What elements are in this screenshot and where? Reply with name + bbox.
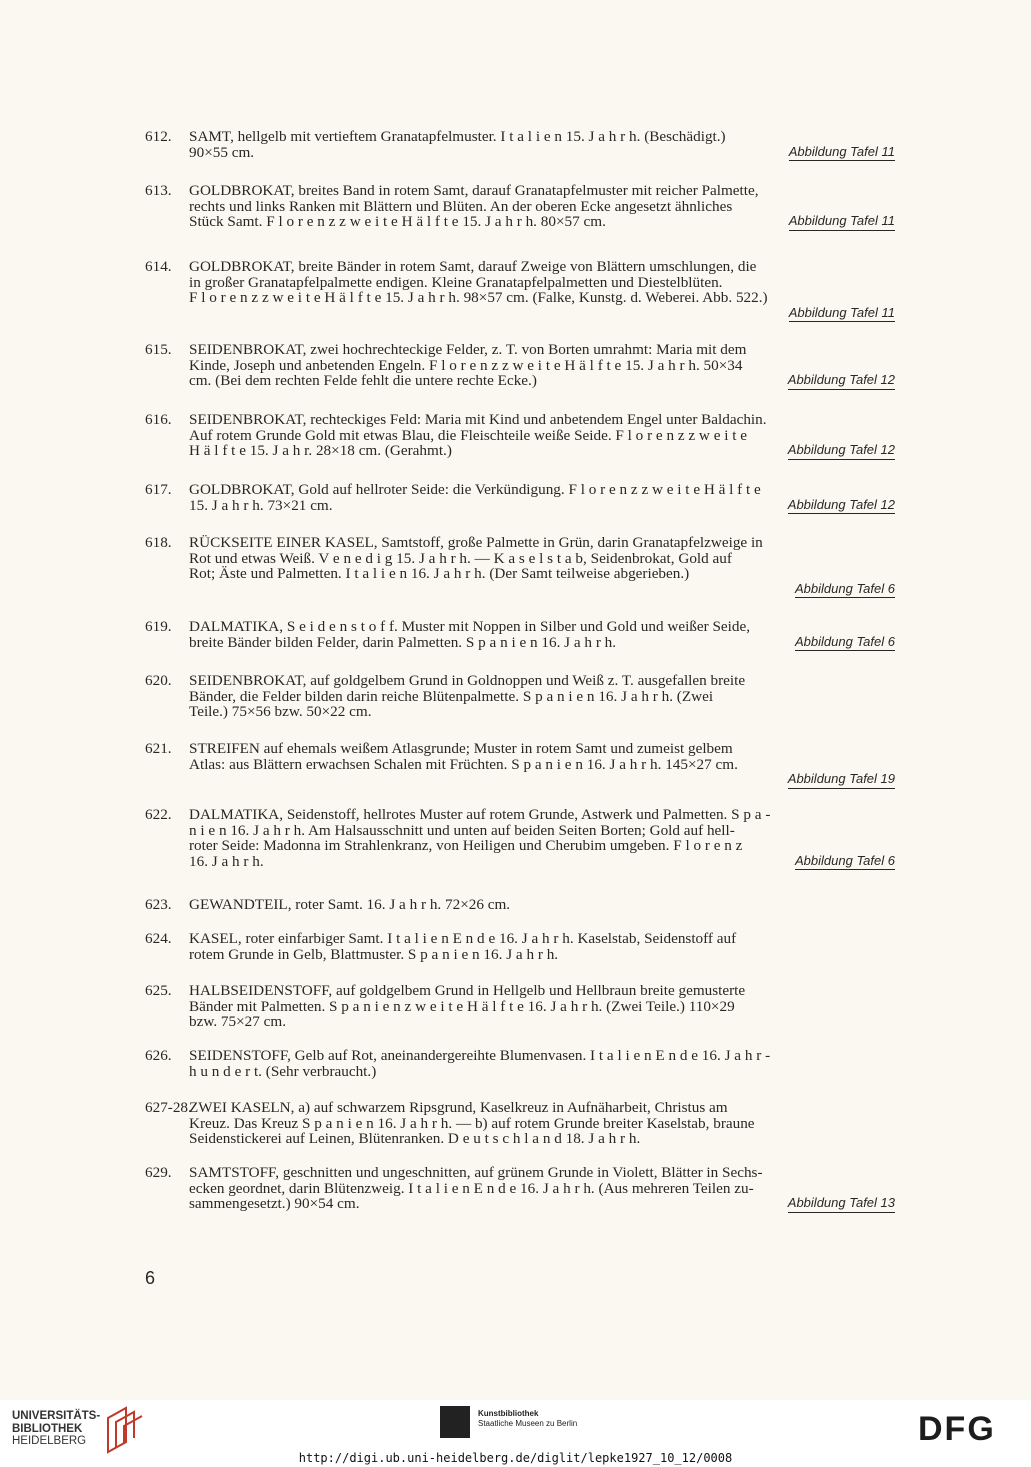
- entry-body: [189, 259, 895, 322]
- library-name: [12, 1410, 100, 1448]
- entry-line: F l o r e n z z w e i t e H ä l f t e 15. J a h r h. 98×57 cm. (Falke, Kunstg. d. Weberei. Abb. 522.): [189, 290, 768, 306]
- library-line: HEIDELBERG: [12, 1435, 87, 1447]
- entry-number: 613.: [145, 182, 172, 199]
- entry-line: rotem Grunde in Gelb, Blattmuster. S p a n i e n 16. J a h r h.: [189, 946, 559, 963]
- entry-number: 623.: [145, 896, 172, 913]
- catalog-entry: [145, 807, 895, 870]
- catalog-entry: [145, 1165, 895, 1213]
- catalog-entry: [145, 619, 895, 651]
- entry-body: [189, 931, 895, 962]
- entry-number: 615.: [145, 341, 172, 358]
- entry-number: 612.: [145, 128, 172, 145]
- entry-number: 620.: [145, 672, 172, 689]
- entry-body: [189, 983, 895, 1030]
- entry-number: 629.: [145, 1164, 172, 1181]
- entry-number: 624.: [145, 930, 172, 947]
- catalog-entry: [145, 673, 895, 720]
- entry-body: [189, 1100, 895, 1147]
- entry-line: Stück Samt. F l o r e n z z w e i t e H ä l f t e 15. J a h r h. 80×57 cm.: [189, 214, 606, 230]
- catalog-entry: [145, 741, 895, 789]
- entry-line: SEIDENBROKAT, auf goldgelbem Grund in Goldnoppen und Weiß z. T. ausgefallen breite: [189, 673, 746, 689]
- entry-line: SEIDENSTOFF, Gelb auf Rot, aneinandergereihte Blumenvasen. I t a l i e n E n d e 16. J a h r -: [189, 1048, 771, 1064]
- entry-line: h u n d e r t. (Sehr verbraucht.): [189, 1063, 377, 1080]
- entry-line: 15. J a h r h. 73×21 cm.: [189, 497, 333, 514]
- entry-number: 622.: [145, 806, 172, 823]
- catalog-entry: [145, 482, 895, 514]
- entry-number: 619.: [145, 618, 172, 635]
- entry-number: 618.: [145, 534, 172, 551]
- entry-line: ZWEI KASELN, a) auf schwarzem Ripsgrund, Kaselkreuz in Aufnäharbeit, Christus am: [189, 1100, 728, 1116]
- entry-line: bzw. 75×27 cm.: [189, 1014, 286, 1030]
- illustration-reference: Abbildung Tafel 6: [795, 581, 895, 599]
- catalog-entry: [145, 931, 895, 962]
- entry-line: n i e n 16. J a h r h. Am Halsausschnitt und unten auf beiden Seiten Borten; Gold auf hell-: [189, 822, 735, 839]
- entry-number: 626.: [145, 1047, 172, 1064]
- illustration-reference: Abbildung Tafel 6: [795, 853, 895, 871]
- entry-line: ecken geordnet, darin Blütenzweig. I t a l i e n E n d e 16. J a h r h. (Aus mehreren Teilen zu-: [189, 1180, 754, 1197]
- entry-line: cm. (Bei dem rechten Felde fehlt die untere rechte Ecke.): [189, 373, 537, 389]
- illustration-reference: Abbildung Tafel 11: [789, 144, 895, 162]
- entry-line: GOLDBROKAT, Gold auf hellroter Seide: die Verkündigung. F l o r e n z z w e i t e H ä l f t e: [189, 482, 761, 498]
- entry-line: H ä l f t e 15. J a h r. 28×18 cm. (Gerahmt.): [189, 443, 452, 459]
- entry-line: DALMATIKA, S e i d e n s t o f f. Muster mit Noppen in Silber und Gold und weißer Seide,: [189, 619, 751, 635]
- entry-number: 621.: [145, 740, 172, 757]
- entry-body: [189, 412, 895, 459]
- entry-line: rechts und links Ranken mit Blättern und Blüten. An der oberen Ecke angesetzt ähnliches: [189, 198, 733, 215]
- illustration-reference: Abbildung Tafel 6: [795, 634, 895, 652]
- illustration-reference: Abbildung Tafel 11: [789, 213, 895, 231]
- catalog-entry: [145, 183, 895, 231]
- entry-line: Teile.) 75×56 bzw. 50×22 cm.: [189, 704, 372, 720]
- entry-line: sammengesetzt.) 90×54 cm.: [189, 1196, 360, 1212]
- entry-body: [189, 1165, 895, 1212]
- entry-number: 617.: [145, 481, 172, 498]
- entry-body: [189, 897, 895, 913]
- entry-line: GEWANDTEIL, roter Samt. 16. J a h r h. 72×26 cm.: [189, 897, 511, 913]
- entry-body: [189, 673, 895, 720]
- entry-body: [189, 619, 895, 650]
- entry-line: SAMTSTOFF, geschnitten und ungeschnitten, auf grünem Grunde in Violett, Blätter in Sechs-: [189, 1165, 763, 1181]
- kb-line: Staatliche Museen zu Berlin: [478, 1419, 578, 1428]
- entry-line: GOLDBROKAT, breite Bänder in rotem Samt, darauf Zweige von Blättern umschlungen, die: [189, 259, 757, 275]
- entry-line: DALMATIKA, Seidenstoff, hellrotes Muster auf rotem Grunde, Astwerk und Palmetten. S p a -: [189, 807, 771, 823]
- entry-body: [189, 741, 895, 788]
- library-logo-icon: [104, 1404, 144, 1454]
- entry-line: Kreuz. Das Kreuz S p a n i e n 16. J a h r h. — b) auf rotem Grunde breiter Kaselstab, braune: [189, 1115, 755, 1132]
- entry-line: SEIDENBROKAT, rechteckiges Feld: Maria mit Kind und anbetendem Engel unter Baldachin.: [189, 412, 767, 428]
- entry-line: Bänder, die Felder bilden darin reiche Blütenpalmette. S p a n i e n 16. J a h r h. (Zwei: [189, 688, 714, 705]
- entry-body: [189, 129, 895, 160]
- entry-number: 614.: [145, 258, 172, 275]
- entry-line: Rot und etwas Weiß. V e n e d i g 15. J a h r h. — K a s e l s t a b, Seidenbrokat, Gold auf: [189, 550, 732, 567]
- kunstbibliothek-icon: [440, 1406, 470, 1438]
- entry-line: Rot; Äste und Palmetten. I t a l i e n 16. J a h r h. (Der Samt teilweise abgerieben.): [189, 566, 690, 582]
- entry-body: [189, 1048, 895, 1079]
- page-number: 6: [145, 1268, 156, 1288]
- illustration-reference: Abbildung Tafel 19: [788, 771, 895, 789]
- catalog-entry: [145, 1100, 895, 1147]
- entry-line: Kinde, Joseph und anbetenden Engeln. F l o r e n z z w e i t e H ä l f t e 15. J a h r h. 50×34: [189, 357, 743, 374]
- catalog-entry: [145, 412, 895, 460]
- entry-line: 16. J a h r h.: [189, 853, 264, 870]
- entry-line: SAMT, hellgelb mit vertieftem Granatapfelmuster. I t a l i e n 15. J a h r h. (Beschädigt.): [189, 129, 726, 145]
- entry-line: GOLDBROKAT, breites Band in rotem Samt, darauf Granatapfelmuster mit reicher Palmette,: [189, 183, 759, 199]
- illustration-reference: Abbildung Tafel 12: [788, 497, 895, 515]
- footer-bar: [0, 1400, 1031, 1467]
- entry-line: STREIFEN auf ehemals weißem Atlasgrunde; Muster in rotem Samt und zumeist gelbem: [189, 741, 733, 757]
- catalog-entry: [145, 129, 895, 161]
- entry-number: 625.: [145, 982, 172, 999]
- illustration-reference: Abbildung Tafel 12: [788, 442, 895, 460]
- kb-line: Kunstbibliothek: [478, 1409, 539, 1418]
- entry-line: Seidenstickerei auf Leinen, Blütenranken. D e u t s c h l a n d 18. J a h r h.: [189, 1131, 641, 1147]
- source-url[interactable]: http://digi.ub.uni-heidelberg.de/diglit/lepke1927_10_12/0008: [298, 1451, 733, 1465]
- illustration-reference: Abbildung Tafel 13: [788, 1195, 895, 1213]
- entry-body: [189, 342, 895, 389]
- entry-body: [189, 482, 895, 513]
- kunstbibliothek-text: [478, 1409, 577, 1429]
- entry-line: Bänder mit Palmetten. S p a n i e n z w e i t e H ä l f t e 16. J a h r h. (Zwei Teile.) 110×29: [189, 998, 735, 1015]
- entry-line: roter Seide: Madonna im Strahlenkranz, von Heiligen und Cherubim umgeben. F l o r e n z: [189, 838, 743, 854]
- library-line: BIBLIOTHEK: [12, 1422, 83, 1435]
- catalog-entry: [145, 983, 895, 1030]
- entry-line: KASEL, roter einfarbiger Samt. I t a l i e n E n d e 16. J a h r h. Kaselstab, Seidenstoff auf: [189, 931, 737, 947]
- entry-body: [189, 535, 895, 598]
- entry-body: [189, 807, 895, 869]
- catalog-entry: [145, 342, 895, 390]
- entry-line: breite Bänder bilden Felder, darin Palmetten. S p a n i e n 16. J a h r h.: [189, 634, 617, 651]
- entry-line: 90×55 cm.: [189, 144, 255, 161]
- catalog-entry: [145, 535, 895, 598]
- dfg-logo: DFG: [918, 1410, 996, 1448]
- entry-body: [189, 183, 895, 230]
- entry-line: Atlas: aus Blättern erwachsen Schalen mit Früchten. S p a n i e n 16. J a h r h. 145×27 cm.: [189, 756, 738, 773]
- entry-line: Auf rotem Grunde Gold mit etwas Blau, die Fleischteile weiße Seide. F l o r e n z z w e i t e: [189, 427, 747, 444]
- entry-line: HALBSEIDENSTOFF, auf goldgelbem Grund in Hellgelb und Hellbraun breite gemusterte: [189, 983, 746, 999]
- entry-number: 627-28.: [145, 1099, 192, 1116]
- entry-line: RÜCKSEITE EINER KASEL, Samtstoff, große Palmette in Grün, darin Granatapfelzweige in: [189, 535, 763, 551]
- library-line: UNIVERSITÄTS-: [12, 1410, 101, 1422]
- entry-line: in großer Granatapfelpalmette endigen. Kleine Granatapfelpalmetten und Diestelblüten.: [189, 274, 723, 291]
- catalog-entry: [145, 259, 895, 322]
- illustration-reference: Abbildung Tafel 12: [788, 372, 895, 390]
- illustration-reference: Abbildung Tafel 11: [789, 305, 895, 323]
- entry-number: 616.: [145, 411, 172, 428]
- catalog-entry: [145, 1048, 895, 1079]
- entry-line: SEIDENBROKAT, zwei hochrechteckige Felder, z. T. von Borten umrahmt: Maria mit dem: [189, 342, 747, 358]
- catalog-entry: [145, 897, 895, 913]
- kunstbibliothek-logo: [440, 1406, 600, 1440]
